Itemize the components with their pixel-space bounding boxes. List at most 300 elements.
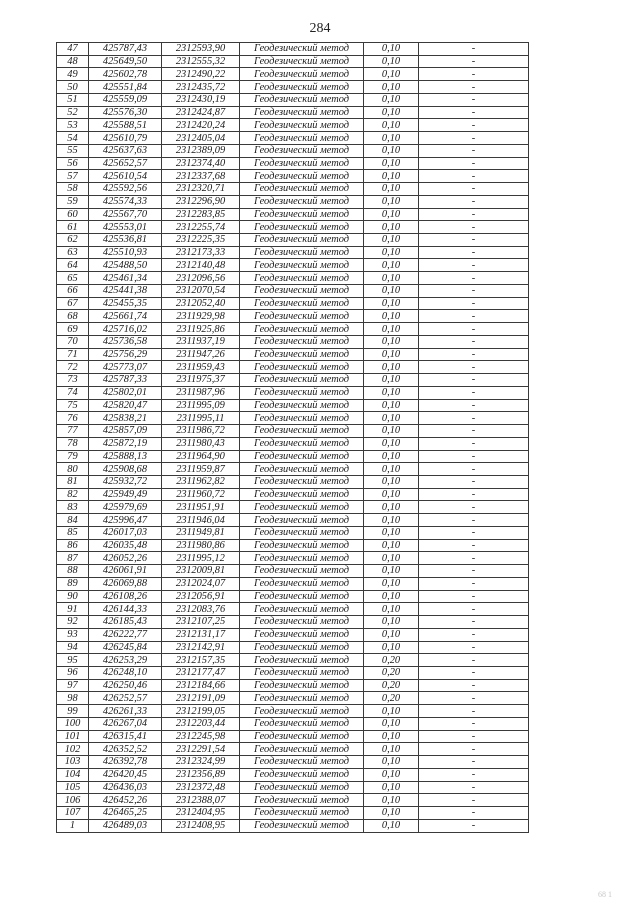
method-cell: Геодезический метод <box>240 730 364 743</box>
x-coordinate-cell: 425602,78 <box>89 68 162 81</box>
method-cell: Геодезический метод <box>240 425 364 438</box>
method-cell: Геодезический метод <box>240 768 364 781</box>
x-coordinate-cell: 425949,49 <box>89 488 162 501</box>
y-coordinate-cell: 2311959,87 <box>162 463 240 476</box>
point-number-cell: 106 <box>57 794 89 807</box>
method-cell: Геодезический метод <box>240 412 364 425</box>
table-row <box>57 144 529 157</box>
y-coordinate-cell: 2312255,74 <box>162 221 240 234</box>
x-coordinate-cell: 425553,01 <box>89 221 162 234</box>
accuracy-cell: 0,10 <box>364 297 419 310</box>
table-row <box>57 310 529 323</box>
table-row <box>57 807 529 820</box>
y-coordinate-cell: 2312296,90 <box>162 195 240 208</box>
x-coordinate-cell: 425559,09 <box>89 93 162 106</box>
table-row <box>57 170 529 183</box>
description-cell: - <box>419 539 529 552</box>
point-number-cell: 75 <box>57 399 89 412</box>
x-coordinate-cell: 426420,45 <box>89 768 162 781</box>
x-coordinate-cell: 426017,03 <box>89 526 162 539</box>
method-cell: Геодезический метод <box>240 552 364 565</box>
table-row <box>57 501 529 514</box>
table-row <box>57 565 529 578</box>
table-row <box>57 450 529 463</box>
table-row <box>57 526 529 539</box>
y-coordinate-cell: 2311986,72 <box>162 425 240 438</box>
method-cell: Геодезический метод <box>240 641 364 654</box>
table-row <box>57 157 529 170</box>
point-number-cell: 105 <box>57 781 89 794</box>
method-cell: Геодезический метод <box>240 335 364 348</box>
y-coordinate-cell: 2311962,82 <box>162 475 240 488</box>
x-coordinate-cell: 425787,33 <box>89 374 162 387</box>
description-cell: - <box>419 208 529 221</box>
table-row <box>57 590 529 603</box>
description-cell: - <box>419 272 529 285</box>
description-cell: - <box>419 666 529 679</box>
table-row <box>57 221 529 234</box>
description-cell: - <box>419 794 529 807</box>
x-coordinate-cell: 425610,79 <box>89 132 162 145</box>
x-coordinate-cell: 425510,93 <box>89 246 162 259</box>
description-cell: - <box>419 577 529 590</box>
description-cell: - <box>419 119 529 132</box>
x-coordinate-cell: 425441,38 <box>89 284 162 297</box>
point-number-cell: 47 <box>57 43 89 56</box>
method-cell: Геодезический метод <box>240 514 364 527</box>
y-coordinate-cell: 2311987,96 <box>162 386 240 399</box>
y-coordinate-cell: 2312435,72 <box>162 81 240 94</box>
x-coordinate-cell: 425908,68 <box>89 463 162 476</box>
method-cell: Геодезический метод <box>240 119 364 132</box>
method-cell: Геодезический метод <box>240 705 364 718</box>
description-cell: - <box>419 412 529 425</box>
method-cell: Геодезический метод <box>240 106 364 119</box>
table-row <box>57 730 529 743</box>
method-cell: Геодезический метод <box>240 348 364 361</box>
table-row <box>57 374 529 387</box>
description-cell: - <box>419 692 529 705</box>
point-number-cell: 56 <box>57 157 89 170</box>
table-row <box>57 195 529 208</box>
y-coordinate-cell: 2312157,35 <box>162 654 240 667</box>
x-coordinate-cell: 425872,19 <box>89 437 162 450</box>
accuracy-cell: 0,20 <box>364 666 419 679</box>
point-number-cell: 53 <box>57 119 89 132</box>
description-cell: - <box>419 807 529 820</box>
table-row <box>57 692 529 705</box>
x-coordinate-cell: 425567,70 <box>89 208 162 221</box>
table-row <box>57 272 529 285</box>
accuracy-cell: 0,10 <box>364 590 419 603</box>
description-cell: - <box>419 183 529 196</box>
point-number-cell: 80 <box>57 463 89 476</box>
y-coordinate-cell: 2312291,54 <box>162 743 240 756</box>
accuracy-cell: 0,10 <box>364 132 419 145</box>
y-coordinate-cell: 2312372,48 <box>162 781 240 794</box>
accuracy-cell: 0,10 <box>364 348 419 361</box>
method-cell: Геодезический метод <box>240 526 364 539</box>
point-number-cell: 62 <box>57 234 89 247</box>
method-cell: Геодезический метод <box>240 284 364 297</box>
y-coordinate-cell: 2311947,26 <box>162 348 240 361</box>
y-coordinate-cell: 2312356,89 <box>162 768 240 781</box>
y-coordinate-cell: 2312324,99 <box>162 756 240 769</box>
description-cell: - <box>419 819 529 832</box>
method-cell: Геодезический метод <box>240 170 364 183</box>
description-cell: - <box>419 590 529 603</box>
method-cell: Геодезический метод <box>240 259 364 272</box>
point-number-cell: 82 <box>57 488 89 501</box>
table-row <box>57 259 529 272</box>
x-coordinate-cell: 426052,26 <box>89 552 162 565</box>
accuracy-cell: 0,10 <box>364 157 419 170</box>
table-row <box>57 234 529 247</box>
y-coordinate-cell: 2312083,76 <box>162 603 240 616</box>
method-cell: Геодезический метод <box>240 81 364 94</box>
point-number-cell: 101 <box>57 730 89 743</box>
description-cell: - <box>419 501 529 514</box>
point-number-cell: 89 <box>57 577 89 590</box>
table-row <box>57 666 529 679</box>
method-cell: Геодезический метод <box>240 488 364 501</box>
description-cell: - <box>419 132 529 145</box>
point-number-cell: 79 <box>57 450 89 463</box>
point-number-cell: 49 <box>57 68 89 81</box>
point-number-cell: 77 <box>57 425 89 438</box>
description-cell: - <box>419 55 529 68</box>
method-cell: Геодезический метод <box>240 717 364 730</box>
point-number-cell: 83 <box>57 501 89 514</box>
description-cell: - <box>419 361 529 374</box>
y-coordinate-cell: 2311951,91 <box>162 501 240 514</box>
y-coordinate-cell: 2312225,35 <box>162 234 240 247</box>
x-coordinate-cell: 425461,34 <box>89 272 162 285</box>
description-cell: - <box>419 157 529 170</box>
description-cell: - <box>419 310 529 323</box>
y-coordinate-cell: 2312096,56 <box>162 272 240 285</box>
point-number-cell: 96 <box>57 666 89 679</box>
x-coordinate-cell: 425802,01 <box>89 386 162 399</box>
description-cell: - <box>419 717 529 730</box>
table-row <box>57 577 529 590</box>
table-row <box>57 348 529 361</box>
x-coordinate-cell: 425773,07 <box>89 361 162 374</box>
method-cell: Геодезический метод <box>240 272 364 285</box>
accuracy-cell: 0,10 <box>364 119 419 132</box>
x-coordinate-cell: 426489,03 <box>89 819 162 832</box>
x-coordinate-cell: 426061,91 <box>89 565 162 578</box>
x-coordinate-cell: 426250,46 <box>89 679 162 692</box>
y-coordinate-cell: 2312405,04 <box>162 132 240 145</box>
description-cell: - <box>419 781 529 794</box>
method-cell: Геодезический метод <box>240 183 364 196</box>
method-cell: Геодезический метод <box>240 374 364 387</box>
x-coordinate-cell: 426222,77 <box>89 628 162 641</box>
table-row <box>57 323 529 336</box>
accuracy-cell: 0,10 <box>364 705 419 718</box>
point-number-cell: 90 <box>57 590 89 603</box>
table-row <box>57 132 529 145</box>
table-row <box>57 705 529 718</box>
accuracy-cell: 0,10 <box>364 756 419 769</box>
y-coordinate-cell: 2312177,47 <box>162 666 240 679</box>
y-coordinate-cell: 2312070,54 <box>162 284 240 297</box>
description-cell: - <box>419 259 529 272</box>
y-coordinate-cell: 2311995,12 <box>162 552 240 565</box>
accuracy-cell: 0,10 <box>364 437 419 450</box>
table-row <box>57 628 529 641</box>
point-number-cell: 97 <box>57 679 89 692</box>
point-number-cell: 52 <box>57 106 89 119</box>
y-coordinate-cell: 2312337,68 <box>162 170 240 183</box>
table-row <box>57 412 529 425</box>
x-coordinate-cell: 426267,04 <box>89 717 162 730</box>
description-cell: - <box>419 768 529 781</box>
x-coordinate-cell: 425610,54 <box>89 170 162 183</box>
table-row <box>57 208 529 221</box>
method-cell: Геодезический метод <box>240 463 364 476</box>
y-coordinate-cell: 2312052,40 <box>162 297 240 310</box>
x-coordinate-cell: 425736,58 <box>89 335 162 348</box>
accuracy-cell: 0,20 <box>364 679 419 692</box>
point-number-cell: 68 <box>57 310 89 323</box>
accuracy-cell: 0,10 <box>364 183 419 196</box>
point-number-cell: 91 <box>57 603 89 616</box>
accuracy-cell: 0,10 <box>364 565 419 578</box>
y-coordinate-cell: 2311946,04 <box>162 514 240 527</box>
y-coordinate-cell: 2312283,85 <box>162 208 240 221</box>
description-cell: - <box>419 705 529 718</box>
method-cell: Геодезический метод <box>240 616 364 629</box>
table-row <box>57 654 529 667</box>
x-coordinate-cell: 426352,52 <box>89 743 162 756</box>
table-row <box>57 475 529 488</box>
point-number-cell: 61 <box>57 221 89 234</box>
point-number-cell: 85 <box>57 526 89 539</box>
description-cell: - <box>419 654 529 667</box>
footer-mark: 68 1 <box>598 890 612 899</box>
point-number-cell: 66 <box>57 284 89 297</box>
method-cell: Геодезический метод <box>240 501 364 514</box>
x-coordinate-cell: 426252,57 <box>89 692 162 705</box>
accuracy-cell: 0,10 <box>364 463 419 476</box>
point-number-cell: 73 <box>57 374 89 387</box>
accuracy-cell: 0,10 <box>364 93 419 106</box>
accuracy-cell: 0,10 <box>364 399 419 412</box>
y-coordinate-cell: 2311925,86 <box>162 323 240 336</box>
point-number-cell: 60 <box>57 208 89 221</box>
method-cell: Геодезический метод <box>240 297 364 310</box>
method-cell: Геодезический метод <box>240 310 364 323</box>
description-cell: - <box>419 730 529 743</box>
x-coordinate-cell: 425857,09 <box>89 425 162 438</box>
x-coordinate-cell: 425588,51 <box>89 119 162 132</box>
description-cell: - <box>419 386 529 399</box>
y-coordinate-cell: 2311995,09 <box>162 399 240 412</box>
x-coordinate-cell: 426253,29 <box>89 654 162 667</box>
accuracy-cell: 0,10 <box>364 68 419 81</box>
accuracy-cell: 0,10 <box>364 81 419 94</box>
accuracy-cell: 0,10 <box>364 425 419 438</box>
y-coordinate-cell: 2312404,95 <box>162 807 240 820</box>
accuracy-cell: 0,10 <box>364 501 419 514</box>
table-row <box>57 81 529 94</box>
point-number-cell: 103 <box>57 756 89 769</box>
accuracy-cell: 0,10 <box>364 234 419 247</box>
method-cell: Геодезический метод <box>240 234 364 247</box>
x-coordinate-cell: 425574,33 <box>89 195 162 208</box>
point-number-cell: 63 <box>57 246 89 259</box>
table-row <box>57 539 529 552</box>
method-cell: Геодезический метод <box>240 55 364 68</box>
point-number-cell: 58 <box>57 183 89 196</box>
description-cell: - <box>419 284 529 297</box>
point-number-cell: 54 <box>57 132 89 145</box>
x-coordinate-cell: 425536,81 <box>89 234 162 247</box>
method-cell: Геодезический метод <box>240 157 364 170</box>
accuracy-cell: 0,10 <box>364 284 419 297</box>
description-cell: - <box>419 552 529 565</box>
accuracy-cell: 0,10 <box>364 526 419 539</box>
y-coordinate-cell: 2311937,19 <box>162 335 240 348</box>
x-coordinate-cell: 426392,78 <box>89 756 162 769</box>
table-row <box>57 756 529 769</box>
method-cell: Геодезический метод <box>240 386 364 399</box>
point-number-cell: 57 <box>57 170 89 183</box>
accuracy-cell: 0,10 <box>364 794 419 807</box>
accuracy-cell: 0,10 <box>364 743 419 756</box>
point-number-cell: 94 <box>57 641 89 654</box>
accuracy-cell: 0,10 <box>364 246 419 259</box>
accuracy-cell: 0,10 <box>364 43 419 56</box>
point-number-cell: 51 <box>57 93 89 106</box>
method-cell: Геодезический метод <box>240 781 364 794</box>
x-coordinate-cell: 426248,10 <box>89 666 162 679</box>
description-cell: - <box>419 743 529 756</box>
accuracy-cell: 0,10 <box>364 603 419 616</box>
point-number-cell: 98 <box>57 692 89 705</box>
method-cell: Геодезический метод <box>240 590 364 603</box>
method-cell: Геодезический метод <box>240 221 364 234</box>
accuracy-cell: 0,10 <box>364 386 419 399</box>
accuracy-cell: 0,10 <box>364 412 419 425</box>
method-cell: Геодезический метод <box>240 539 364 552</box>
accuracy-cell: 0,10 <box>364 514 419 527</box>
y-coordinate-cell: 2312142,91 <box>162 641 240 654</box>
description-cell: - <box>419 399 529 412</box>
description-cell: - <box>419 195 529 208</box>
accuracy-cell: 0,20 <box>364 654 419 667</box>
method-cell: Геодезический метод <box>240 666 364 679</box>
table-row <box>57 603 529 616</box>
y-coordinate-cell: 2312184,66 <box>162 679 240 692</box>
point-number-cell: 72 <box>57 361 89 374</box>
description-cell: - <box>419 297 529 310</box>
accuracy-cell: 0,10 <box>364 475 419 488</box>
y-coordinate-cell: 2312555,32 <box>162 55 240 68</box>
method-cell: Геодезический метод <box>240 43 364 56</box>
y-coordinate-cell: 2312009,81 <box>162 565 240 578</box>
x-coordinate-cell: 425488,50 <box>89 259 162 272</box>
accuracy-cell: 0,10 <box>364 641 419 654</box>
description-cell: - <box>419 616 529 629</box>
accuracy-cell: 0,20 <box>364 692 419 705</box>
point-number-cell: 59 <box>57 195 89 208</box>
y-coordinate-cell: 2312024,07 <box>162 577 240 590</box>
coordinates-table-body <box>57 43 529 833</box>
point-number-cell: 50 <box>57 81 89 94</box>
description-cell: - <box>419 68 529 81</box>
description-cell: - <box>419 514 529 527</box>
description-cell: - <box>419 463 529 476</box>
point-number-cell: 107 <box>57 807 89 820</box>
table-row <box>57 55 529 68</box>
accuracy-cell: 0,10 <box>364 335 419 348</box>
accuracy-cell: 0,10 <box>364 259 419 272</box>
accuracy-cell: 0,10 <box>364 170 419 183</box>
method-cell: Геодезический метод <box>240 144 364 157</box>
table-row <box>57 794 529 807</box>
x-coordinate-cell: 425661,74 <box>89 310 162 323</box>
table-row <box>57 284 529 297</box>
description-cell: - <box>419 603 529 616</box>
x-coordinate-cell: 426108,26 <box>89 590 162 603</box>
accuracy-cell: 0,10 <box>364 144 419 157</box>
method-cell: Геодезический метод <box>240 565 364 578</box>
table-row <box>57 335 529 348</box>
accuracy-cell: 0,10 <box>364 55 419 68</box>
y-coordinate-cell: 2311960,72 <box>162 488 240 501</box>
description-cell: - <box>419 43 529 56</box>
table-row <box>57 743 529 756</box>
y-coordinate-cell: 2311980,43 <box>162 437 240 450</box>
y-coordinate-cell: 2312388,07 <box>162 794 240 807</box>
x-coordinate-cell: 425932,72 <box>89 475 162 488</box>
point-number-cell: 87 <box>57 552 89 565</box>
description-cell: - <box>419 144 529 157</box>
accuracy-cell: 0,10 <box>364 717 419 730</box>
y-coordinate-cell: 2311964,90 <box>162 450 240 463</box>
description-cell: - <box>419 425 529 438</box>
x-coordinate-cell: 425637,63 <box>89 144 162 157</box>
method-cell: Геодезический метод <box>240 208 364 221</box>
point-number-cell: 71 <box>57 348 89 361</box>
method-cell: Геодезический метод <box>240 399 364 412</box>
description-cell: - <box>419 93 529 106</box>
accuracy-cell: 0,10 <box>364 616 419 629</box>
point-number-cell: 74 <box>57 386 89 399</box>
description-cell: - <box>419 628 529 641</box>
x-coordinate-cell: 425652,57 <box>89 157 162 170</box>
method-cell: Геодезический метод <box>240 603 364 616</box>
description-cell: - <box>419 475 529 488</box>
x-coordinate-cell: 425756,29 <box>89 348 162 361</box>
point-number-cell: 76 <box>57 412 89 425</box>
description-cell: - <box>419 221 529 234</box>
method-cell: Геодезический метод <box>240 743 364 756</box>
point-number-cell: 93 <box>57 628 89 641</box>
accuracy-cell: 0,10 <box>364 552 419 565</box>
accuracy-cell: 0,10 <box>364 323 419 336</box>
table-row <box>57 399 529 412</box>
y-coordinate-cell: 2312173,33 <box>162 246 240 259</box>
y-coordinate-cell: 2312593,90 <box>162 43 240 56</box>
table-row <box>57 819 529 832</box>
point-number-cell: 78 <box>57 437 89 450</box>
method-cell: Геодезический метод <box>240 323 364 336</box>
method-cell: Геодезический метод <box>240 93 364 106</box>
